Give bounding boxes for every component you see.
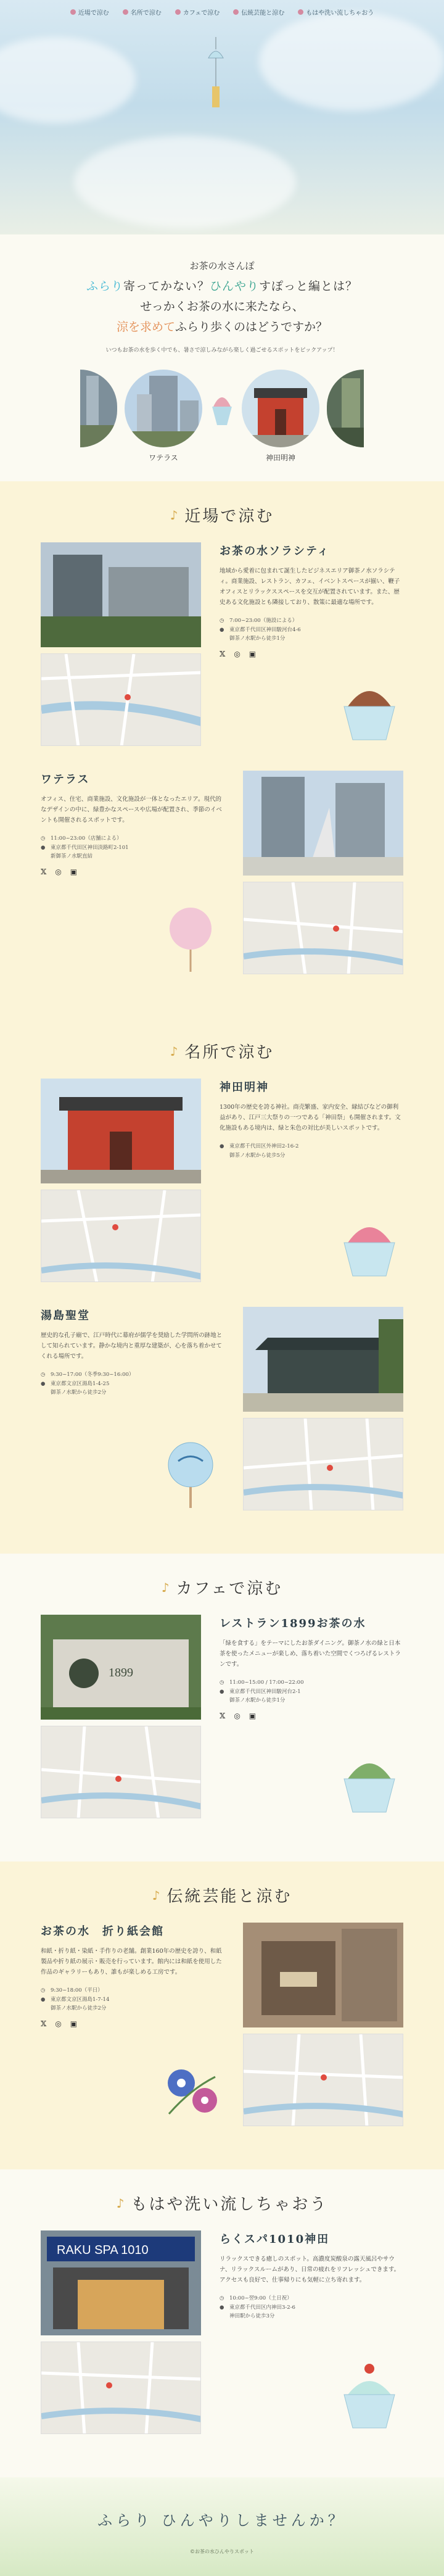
social-links — [220, 1712, 403, 1720]
nav-item-tradition[interactable]: 伝統芸能と涼む — [233, 7, 284, 17]
spot-desc: 「緑を食する」をテーマにしたお茶ダイニング。御茶ノ水の緑と日本茶を使ったメニューが楽しめ、落ち着いた空間でくつろげるレストランです。 — [220, 1640, 401, 1668]
dot-icon — [175, 9, 181, 15]
pin-icon: ● — [220, 1688, 224, 1695]
pin-icon: ● — [220, 626, 224, 633]
pin-icon: ● — [41, 1996, 46, 2003]
section-bath — [0, 2169, 444, 2477]
kakigori-chocolate-icon — [335, 672, 403, 746]
spot-desc: 和紙・折り紙・染紙・手作りの老舗。創業160年の歴史を誇り、和紙製品や折り紙の展示・販売を行っています。館内には和紙を使用した作品のギャラリーもあり、誰もが楽しめる工房です。 — [41, 1948, 222, 1976]
intro-line3: せっかくお茶の水に来たなら、 — [140, 300, 304, 313]
instagram-icon[interactable]: ◎ — [234, 1711, 240, 1720]
spot-photo — [243, 771, 403, 876]
chime-icon: ♪ — [152, 1887, 162, 1903]
spot-solacity — [0, 542, 444, 746]
spot-map[interactable] — [41, 653, 201, 746]
section-cafe — [0, 1554, 444, 1862]
footer-message: ふらり ひんやりしませんか？ — [97, 2512, 347, 2529]
dot-icon — [233, 9, 239, 15]
web-icon[interactable]: ▣ — [249, 1711, 257, 1720]
spot-desc: 1300年の歴史を誇る神社。商売繁盛、家内安全、縁結びなどの御利益があり、江戸三大祭りの一つである「神田祭」も開催されます。文化施設もある境内は、緑と朱色の対比が美しいスポットです。 — [220, 1104, 401, 1132]
wind-chime-icon — [204, 37, 228, 111]
pin-icon: ● — [220, 1143, 224, 1150]
spot-photo — [41, 2230, 201, 2335]
spot-meta: ◷ 9:30~17:00（冬季9:30~16:00） ● 東京都文京区湯島1-4-25 御茶ノ水駅から徒歩2分 — [41, 1372, 134, 1396]
spot-meta: ◷ 11:00~15:00 / 17:00~22:00 ● 東京都千代田区神田駿河台2-1 御茶ノ水駅から徒歩1分 — [220, 1679, 304, 1704]
chime-icon: ♪ — [170, 1043, 180, 1059]
pin-icon: ● — [41, 1380, 46, 1387]
spot-origami-kaikan — [0, 1923, 444, 2126]
top-nav — [0, 7, 444, 17]
spot-name: 神田明神 — [220, 1081, 269, 1094]
circle-caption: 神田明神 — [265, 453, 295, 462]
nav-item-landmark[interactable]: 名所で涼む — [123, 7, 162, 17]
dot-icon — [70, 9, 76, 15]
svg-text:1899: 1899 — [109, 1666, 133, 1679]
spot-name: お茶の水ソラシティ — [220, 545, 330, 558]
spot-meta: ◷ 7:00~23:00（施設による） ● 東京都千代田区神田駿河台4-6 御茶ノ水駅から徒歩1分 — [220, 618, 301, 642]
spot-photo — [243, 1923, 403, 2027]
chime-icon: ♪ — [161, 1580, 171, 1595]
hero — [0, 0, 444, 234]
kakigori-strawberry-icon — [335, 1208, 403, 1282]
spot-map[interactable] — [243, 1418, 403, 1510]
spot-name: レストラン1899お茶の水 — [220, 1617, 366, 1630]
section-title: ♪ 伝統芸能と涼む — [152, 1887, 292, 1906]
x-icon[interactable]: 𝕏 — [220, 1711, 226, 1720]
social-links — [220, 650, 403, 658]
spot-waterras — [0, 771, 444, 974]
spot-map[interactable] — [243, 2034, 403, 2126]
spot-map[interactable] — [41, 1190, 201, 1282]
kakigori-matcha-icon — [335, 1744, 403, 1818]
spot-photo — [41, 1615, 201, 1720]
spot-map[interactable] — [41, 2342, 201, 2434]
spot-restaurant-1899 — [0, 1615, 444, 1818]
social-links — [41, 2019, 224, 2028]
spot-meta: ◷ 10:00~翌9:00（土日祝） ● 東京都千代田区内神田3-2-6 神田駅から徒歩3分 — [220, 2295, 295, 2320]
section-title: ♪ 名所で涼む — [170, 1043, 274, 1062]
chime-icon: ♪ — [116, 2195, 126, 2211]
spot-name: 湯島聖堂 — [41, 1309, 90, 1322]
chime-icon: ♪ — [170, 507, 180, 523]
spot-desc: 歴史的な孔子廟で、江戸時代に幕府が儒学を奨励した学問所の跡地として知られています。静かな境内と重厚な建築が、心を落ち着かせてくれる場所です。 — [41, 1332, 223, 1360]
section-title: ♪ 近場で涼む — [170, 507, 274, 526]
spot-name: お茶の水 折り紙会館 — [41, 1925, 164, 1938]
clock-icon: ◷ — [41, 1987, 46, 1994]
spot-map[interactable] — [41, 1726, 201, 1818]
kakigori-melon-icon — [335, 2360, 403, 2434]
section-nearby — [0, 481, 444, 1017]
spot-desc: オフィス、住宅、商業施設、文化施設が一体となったエリア。現代的なデザインの中に、緑豊かなスペースや広場が配置され、季節のイベントも開催されるスポットです。 — [41, 796, 222, 824]
section-landmark — [0, 1017, 444, 1554]
morning-glory-icon — [157, 2052, 224, 2126]
dot-icon — [123, 9, 128, 15]
circle-waterras[interactable] — [125, 370, 202, 463]
spot-photo — [41, 542, 201, 647]
intro-line1: お茶の水さんぽ — [189, 260, 255, 271]
intro — [0, 234, 444, 481]
spot-photo — [41, 1079, 201, 1183]
instagram-icon[interactable]: ◎ — [55, 867, 62, 876]
uchiwa-fan-icon — [157, 1436, 224, 1510]
x-icon[interactable]: 𝕏 — [41, 867, 47, 876]
circle-kanda-myojin[interactable] — [242, 370, 319, 463]
clock-icon: ◷ — [220, 2295, 224, 2302]
nav-item-nearby[interactable]: 近場で涼む — [70, 7, 109, 17]
footer-copyright: ©お茶の水ひんやりスポット — [190, 2549, 254, 2554]
x-icon[interactable]: 𝕏 — [220, 649, 226, 658]
spot-desc: 地域から愛着に包まれて誕生したビジネスエリア御茶ノ水ソラシティ。商業施設、レストラン、カフェ、イベントスペースが揃い、鞭子オフィスとリラックススペースを交互が配置されています。また、歴史ある文化施設とも隣接しており、散策に最適な場所です。 — [220, 568, 400, 607]
spot-photo — [243, 1307, 403, 1412]
web-icon[interactable]: ▣ — [70, 867, 78, 876]
intro-line2: ふらり寄ってかない？ひんやりすぽっと編とは？ — [86, 280, 358, 293]
spot-meta: ● 東京都千代田区外神田2-16-2 御茶ノ水駅から徒歩5分 — [220, 1143, 299, 1159]
nav-item-bath[interactable]: もはや洗い流しちゃおう — [298, 7, 374, 17]
section-title: ♪ もはや洗い流しちゃおう — [116, 2195, 328, 2214]
intro-note: いつもお茶の水を歩く中でも、暑さで涼しみながら楽しく過ごせるスポットをピックアップ！ — [105, 347, 339, 354]
kakigori-icon — [210, 382, 234, 444]
spot-name: らくスパ1010神田 — [220, 2233, 330, 2246]
clock-icon: ◷ — [41, 835, 46, 842]
intro-photo-row — [0, 370, 444, 463]
web-icon[interactable]: ▣ — [70, 2019, 78, 2028]
dot-icon — [298, 9, 303, 15]
kakigori-deco — [210, 370, 234, 444]
spot-meta: ◷ 9:30~18:00（平日） ● 東京都文京区湯島1-7-14 御茶ノ水駅から徒歩2分 — [41, 1987, 110, 2012]
spot-kanda-myojin — [0, 1079, 444, 1282]
pin-icon: ● — [220, 2304, 224, 2311]
svg-text:RAKU SPA 1010: RAKU SPA 1010 — [57, 2243, 149, 2257]
footer — [0, 2477, 444, 2576]
section-tradition — [0, 1862, 444, 2169]
circle-caption: ワテラス — [149, 453, 178, 462]
spot-map[interactable] — [243, 882, 403, 974]
cotton-candy-icon — [157, 900, 224, 974]
clock-icon: ◷ — [41, 1372, 46, 1378]
pin-icon: ● — [41, 844, 46, 851]
spot-desc: リラックスできる癒しのスポット。高濃度炭酸泉の露天風呂やサウナ、リラックスルームがあり、日常の疲れをリフレッシュできます。アクセスも良好で、仕事帰りにも気軽に立ち寄れます。 — [220, 2256, 400, 2284]
clock-icon: ◷ — [220, 1679, 224, 1686]
spot-name: ワテラス — [41, 773, 90, 786]
instagram-icon[interactable]: ◎ — [234, 649, 240, 658]
spot-meta: ◷ 11:00~23:00（店舗による） ● 東京都千代田区神田淡路町2-101 新御茶ノ水駅直結 — [41, 835, 129, 860]
nav-item-cafe[interactable]: カフェで涼む — [175, 7, 220, 17]
section-title: ♪ カフェで涼む — [161, 1580, 283, 1598]
spot-rakuspa — [0, 2230, 444, 2434]
web-icon[interactable]: ▣ — [249, 649, 257, 658]
spot-yushima-seido — [0, 1307, 444, 1510]
social-links — [41, 868, 224, 876]
intro-line4: 涼を求めてふらり歩くのはどうですか？ — [116, 320, 328, 334]
hero-title — [234, 43, 444, 204]
instagram-icon[interactable]: ◎ — [55, 2019, 62, 2028]
x-icon[interactable]: 𝕏 — [41, 2019, 47, 2028]
clock-icon: ◷ — [220, 618, 224, 624]
